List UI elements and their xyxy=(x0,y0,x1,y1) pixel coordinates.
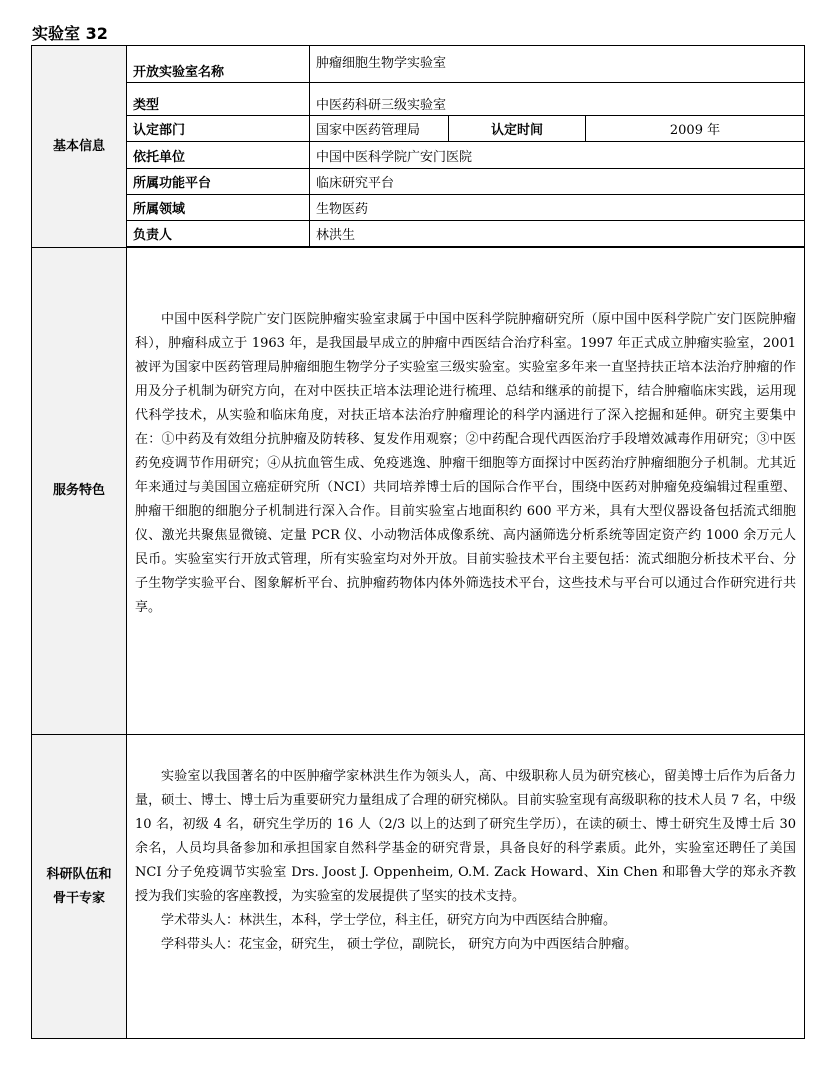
row-name xyxy=(32,46,805,83)
row-leader xyxy=(32,221,805,247)
row-platform xyxy=(32,169,805,195)
team-text: 实验室以我国著名的中医肿瘤学家林洪生作为领头人，高、中级职称人员为研究核心，留美博士后作为后备力量，硕士、博士、博士后为重要研究力量组成了合理的研究梯队。目前实验室现有高级职称的技术人员 7 名，中级 10 名，初级 4 名，研究生学历的 16 人（2/3 以上的达到了研究生学历），在读的硕士、博士研究生及博士后 30 余名，人员均具备参加和承担国家自然科学基金的研究背景，具备良好的科学素质。此外，实验室还聘任了美国 NCI 分子免疫调节实验室 Drs. Joost J. Oppenheim, O.M. Zack Howard、Xin Chen 和耶鲁大学的郑永齐教授为我们实验的客座教授，为实验室的发展提供了坚实的技术支持。 xyxy=(135,769,796,904)
row-type xyxy=(32,83,805,116)
team-cell xyxy=(127,735,805,1039)
name-value: 肿瘤细胞生物学实验室 xyxy=(310,46,805,83)
field-value: 生物医药 xyxy=(310,195,805,221)
host-label: 依托单位 xyxy=(127,142,310,169)
row-field xyxy=(32,195,805,221)
type-value: 中医药科研三级实验室 xyxy=(310,83,805,116)
row-host xyxy=(32,142,805,169)
service-cell xyxy=(127,248,805,735)
dept-value: 国家中医药管理局 xyxy=(310,116,449,142)
field-label: 所属领域 xyxy=(127,195,310,221)
service-text: 中国中医科学院广安门医院肿瘤实验室隶属于中国中医科学院肿瘤研究所（原中国中医科学院广安门医院肿瘤科），肿瘤科成立于 1963 年，是我国最早成立的肿瘤中西医结合治疗科室。1997 年正式成立肿瘤实验室，2001 被评为国家中医药管理局肿瘤细胞生物学分子实验室三级实验室。实验室多年来一直坚持扶正培本法治疗肿瘤的作用及分子机制为研究方向，在对中医扶正培本法理论进行梳理、总结和继承的前提下，结合肿瘤临床实践，运用现代科学技术，从实验和临床角度，对扶正培本法治疗肿瘤理论的科学内涵进行了深入挖掘和延伸。研究主要集中在：①中药及有效组分抗肿瘤及防转移、复发作用观察；②中药配合现代西医治疗手段增效减毒作用研究；③中医药免疫调节作用研究；④从抗血管生成、免疫逃逸、肿瘤干细胞等方面探讨中医药治疗肿瘤细胞分子机制。尤其近年来通过与美国国立癌症研究所（NCI）共同培养博士后的国际合作平台，围绕中医药对肿瘤免疫编辑过程重塑、肿瘤干细胞的细胞分子机制进行深入合作。目前实验室占地面积约 600 平方米，具有大型仪器设备包括流式细胞仪、激光共聚焦显微镜、定量 PCR 仪、小动物活体成像系统、高内涵筛选分析系统等固定资产约 1000 余万元人民币。实验室实行开放式管理，所有实验室均对外开放。目前实验技术平台主要包括：流式细胞分析技术平台、分子生物学实验平台、图象解析平台、抗肿瘤药物体内体外筛选技术平台，这些技术与平台可以通过合作研究进行共享。 xyxy=(135,312,796,615)
team-label-line1: 科研队伍和 xyxy=(46,866,112,882)
row-team xyxy=(32,735,805,1039)
platform-value: 临床研究平台 xyxy=(310,169,805,195)
type-label: 类型 xyxy=(127,83,310,116)
page-title: 实验室 32 xyxy=(32,24,108,43)
time-label: 认定时间 xyxy=(449,116,586,142)
team-leader2: 学科带头人：花宝金，研究生， 硕士学位，副院长， 研究方向为中西医结合肿瘤。 xyxy=(161,937,638,952)
name-label: 开放实验室名称 xyxy=(127,46,310,83)
section-team-label xyxy=(32,735,127,1039)
leader-value: 林洪生 xyxy=(310,221,805,247)
dept-label: 认定部门 xyxy=(127,116,310,142)
section-service-label: 服务特色 xyxy=(32,248,127,735)
platform-label: 所属功能平台 xyxy=(127,169,310,195)
lab-info-table xyxy=(31,45,805,1039)
row-dept xyxy=(32,116,805,142)
team-leader1: 学术带头人：林洪生，本科，学士学位，科主任，研究方向为中西医结合肿瘤。 xyxy=(161,913,617,928)
row-service xyxy=(32,248,805,735)
time-value: 2009 年 xyxy=(586,116,805,142)
team-label-line2: 骨干专家 xyxy=(52,890,105,906)
section-basic-label: 基本信息 xyxy=(32,46,127,248)
host-value: 中国中医科学院广安门医院 xyxy=(310,142,805,169)
leader-label: 负责人 xyxy=(127,221,310,247)
